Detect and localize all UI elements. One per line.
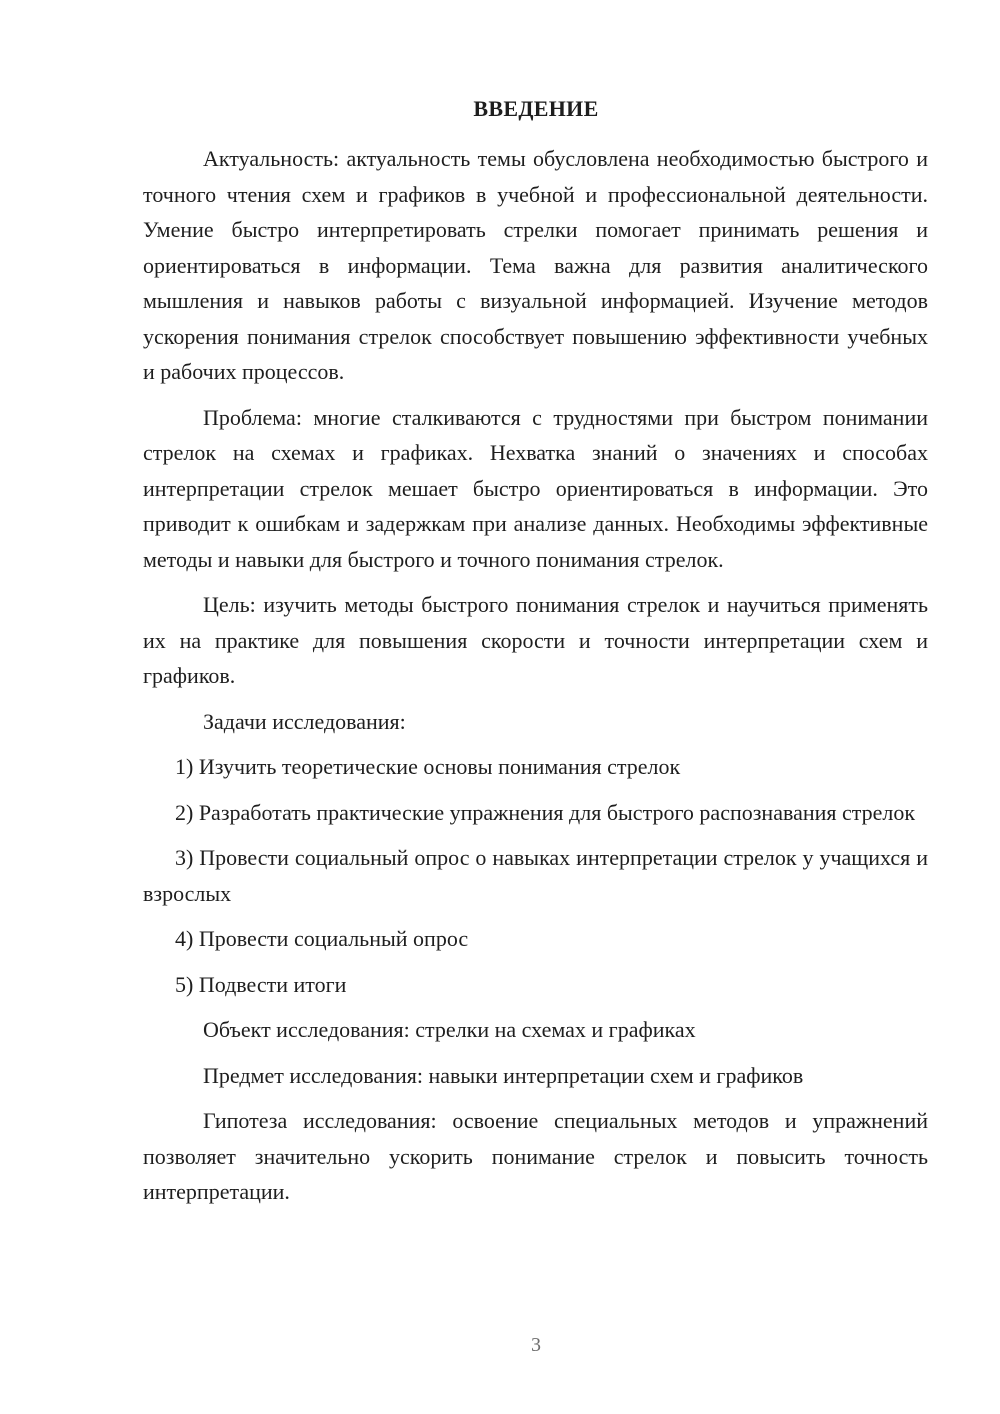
paragraph-goal: Цель: изучить методы быстрого понимания стрелок и научиться применять их на практике для повышения скорости и точности интерпретации схем и графиков. (143, 592, 928, 688)
task-item-3: 3) Провести социальный опрос о навыках интерпретации стрелок у учащихся и взрослых (143, 845, 928, 906)
paragraph-problem: Проблема: многие сталкиваются с трудностями при быстром понимании стрелок на схемах и графиках. Нехватка знаний о значениях и способах интерпретации стрелок мешает быстро ориентироваться в информации. Это приводит к ошибкам и задержкам при анализе данных. Необходимы эффективные методы и навыки для быстрого и точного понимания стрелок. (143, 404, 928, 572)
page-number: 3 (531, 1334, 541, 1356)
paragraph-relevance: Актуальность: актуальность темы обусловлена необходимостью быстрого и точного чтения схем и графиков в учебной и профессиональной деятельности. Умение быстро интерпретировать стрелки помогает принимать решения и ориентироваться в информации. Тема важна для развития аналитического мышления и навыков работы с визуальной информацией. Изучение методов ускорения понимания стрелок способствует повышению эффективности учебных и рабочих процессов. (143, 146, 928, 384)
section-body (143, 141, 928, 1220)
paragraph-subject: Предмет исследования: навыки интерпретации схем и графиков (203, 1062, 804, 1088)
tasks-heading: Задачи исследования: (203, 708, 406, 734)
section-title: ВВЕДЕНИЕ (473, 96, 599, 121)
paragraph-hypothesis: Гипотеза исследования: освоение специальных методов и упражнений позволяет значительно ускорить понимание стрелок и повысить точность интерпретации. (143, 1108, 928, 1204)
paragraph-object: Объект исследования: стрелки на схемах и графиках (203, 1017, 696, 1042)
task-item-4: 4) Провести социальный опрос (175, 926, 469, 951)
task-item-5: 5) Подвести итоги (175, 971, 347, 997)
task-item-2: 2) Разработать практические упражнения для быстрого распознавания стрелок (175, 799, 916, 825)
task-item-1: 1) Изучить теоретические основы понимания стрелок (175, 754, 681, 779)
